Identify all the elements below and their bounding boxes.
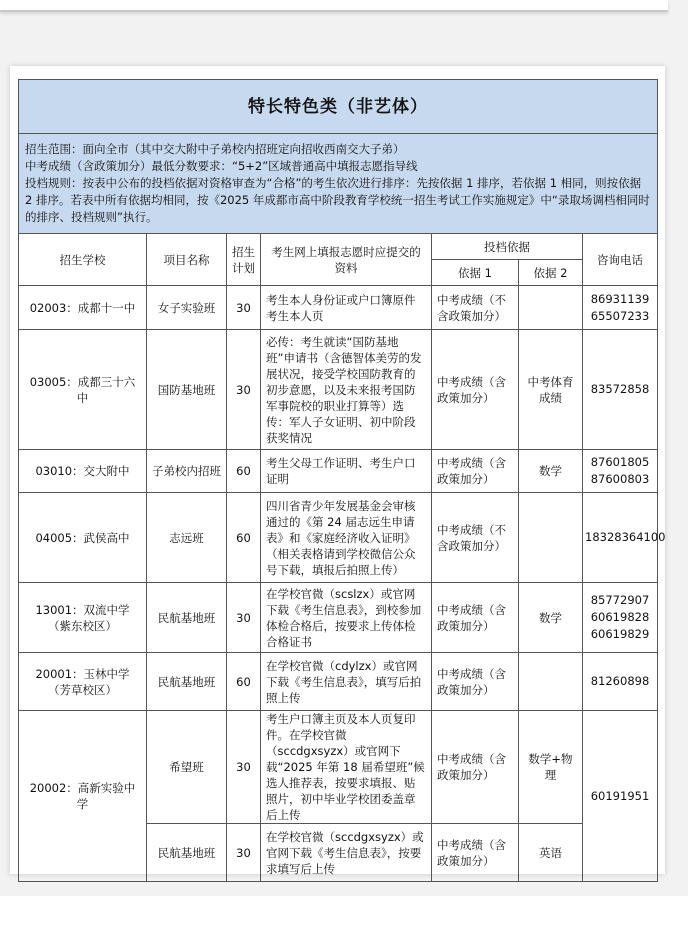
- admission-table: [18, 79, 666, 882]
- required-materials: 考生父母工作证明、考生户口证明: [261, 450, 432, 493]
- header-project: 项目名称: [147, 234, 227, 286]
- school-name: 04005：武侯高中: [19, 493, 147, 583]
- school-name: 03010：交大附中: [19, 450, 147, 493]
- plan-count: 30: [227, 711, 261, 824]
- contact-phone: [583, 286, 658, 330]
- phone-number: 85772907: [590, 593, 650, 607]
- basis-2: 英语: [519, 824, 583, 882]
- project-name: 志远班: [147, 493, 227, 583]
- basis-1: 中考成绩（含政策加分）: [432, 711, 519, 824]
- basis-2: [519, 653, 583, 711]
- phone-number: 60619829: [590, 627, 650, 641]
- project-name: 国防基地班: [147, 330, 227, 450]
- plan-count: 60: [227, 653, 261, 711]
- admission-table-card: [10, 66, 665, 874]
- table-row: [19, 286, 658, 330]
- basis-1: 中考成绩（含政策加分）: [432, 330, 519, 450]
- admission-info: [19, 134, 658, 234]
- required-materials: 在学校官微（cdylzx）或官网下载《考生信息表》，填写后拍照上传: [261, 653, 432, 711]
- school-name: 02003：成都十一中: [19, 286, 147, 330]
- basis-2: [519, 493, 583, 583]
- basis-1: 中考成绩（含政策加分）: [432, 450, 519, 493]
- plan-count: 30: [227, 824, 261, 882]
- contact-phone: [583, 711, 658, 882]
- contact-phone: [583, 653, 658, 711]
- info-line-rules: 投档规则：按表中公布的投档依据对资格审查为“合格”的考生依次进行排序：先按依据 1 排序，若依据 1 相同，则按依据 2 排序。若表中所有依据均相同，按《2025 年成都市高中阶段教育学校统一招生考试工作实施规定》中“录取场调档相同时的排序、投档规则”执行。: [25, 176, 650, 224]
- required-materials: 必传：考生就读“国防基地班”申请书（含德智体美劳的发展状况，接受学校国防教育的初步意愿，以及未来报考国防军事院校的职业打算等）选传：军人子女证明、初中阶段获奖情况: [261, 330, 432, 450]
- basis-2: 中考体育成绩: [519, 330, 583, 450]
- plan-count: 60: [227, 493, 261, 583]
- phone-number: 60191951: [590, 788, 650, 803]
- school-name: 20001：玉林中学（芳草校区）: [19, 653, 147, 711]
- table-row: [19, 330, 658, 450]
- school-name: 13001：双流中学（紫东校区）: [19, 583, 147, 653]
- table-row: [19, 450, 658, 493]
- basis-1: 中考成绩（不含政策加分）: [432, 286, 519, 330]
- plan-count: 30: [227, 330, 261, 450]
- phone-number: 81260898: [590, 674, 650, 688]
- phone-number: 65507233: [590, 308, 650, 323]
- phone-number: 87600803: [590, 472, 650, 486]
- phone-number: 87601805: [590, 455, 650, 469]
- table-row: [19, 653, 658, 711]
- school-name: 03005：成都三十六中: [19, 330, 147, 450]
- plan-count: 30: [227, 583, 261, 653]
- basis-2: [519, 286, 583, 330]
- required-materials: 四川省青少年发展基金会审核通过的《第 24 届志远生申请表》和《家庭经济收入证明》（相关表格请到学校微信公众号下载，填报后拍照上传）: [261, 493, 432, 583]
- project-name: 民航基地班: [147, 583, 227, 653]
- header-school: 招生学校: [19, 234, 147, 286]
- phone-number: 83572858: [590, 382, 650, 396]
- previous-card-edge: [0, 0, 668, 12]
- required-materials: 考生户口簿主页及本人页复印件。在学校官微（sccdgxsyzx）或官网下载“2025 年第 18 届希望班”候选人推荐表，按要求填报、贴照片，初中毕业学校团委盖章后上传: [261, 711, 432, 824]
- table-row: [19, 583, 658, 653]
- info-line-score: 中考成绩（含政策加分）最低分数要求：“5+2”区域普通高中填报志愿指导线: [25, 159, 418, 173]
- basis-1: 中考成绩（不含政策加分）: [432, 493, 519, 583]
- project-name: 民航基地班: [147, 824, 227, 882]
- required-materials: 考生本人身份证或户口簿原件考生本人页: [261, 286, 432, 330]
- table-row: [19, 711, 658, 824]
- basis-1: 中考成绩（含政策加分）: [432, 653, 519, 711]
- contact-phone: [583, 493, 666, 583]
- phone-number: 18328364100: [585, 530, 666, 544]
- next-card-edge: [0, 896, 688, 935]
- header-basis: 投档依据: [432, 234, 583, 260]
- header-basis-1: 依据 1: [432, 260, 519, 286]
- phone-number: 60619828: [590, 610, 650, 624]
- table-title: 特长特色类（非艺体）: [19, 80, 658, 134]
- header-plan: 招生计划: [227, 234, 261, 286]
- basis-2: 数学+物理: [519, 711, 583, 824]
- basis-2: 数学: [519, 450, 583, 493]
- basis-2: 数学: [519, 583, 583, 653]
- header-basis-2: 依据 2: [519, 260, 583, 286]
- table-row: [19, 493, 658, 583]
- contact-phone: [583, 583, 658, 653]
- required-materials: 在学校官微（scslzx）或官网下载《考生信息表》，到校参加体检合格后，按要求上传体检合格证书: [261, 583, 432, 653]
- plan-count: 60: [227, 450, 261, 493]
- header-phone: 咨询电话: [583, 234, 658, 286]
- contact-phone: [583, 450, 658, 493]
- plan-count: 30: [227, 286, 261, 330]
- header-materials: 考生网上填报志愿时应提交的资料: [261, 234, 432, 286]
- project-name: 子弟校内招班: [147, 450, 227, 493]
- contact-phone: [583, 330, 658, 450]
- project-name: 女子实验班: [147, 286, 227, 330]
- school-name: 20002：高新实验中学: [19, 711, 147, 882]
- project-name: 希望班: [147, 711, 227, 824]
- info-line-scope: 招生范围：面向全市（其中交大附中子弟校内招班定向招收西南交大子弟）: [25, 142, 405, 156]
- basis-1: 中考成绩（含政策加分）: [432, 824, 519, 882]
- phone-number: 86931139: [590, 291, 650, 306]
- basis-1: 中考成绩（含政策加分）: [432, 583, 519, 653]
- project-name: 民航基地班: [147, 653, 227, 711]
- required-materials: 在学校官微（sccdgxsyzx）或官网下载《考生信息表》，按要求填写后上传: [261, 824, 432, 882]
